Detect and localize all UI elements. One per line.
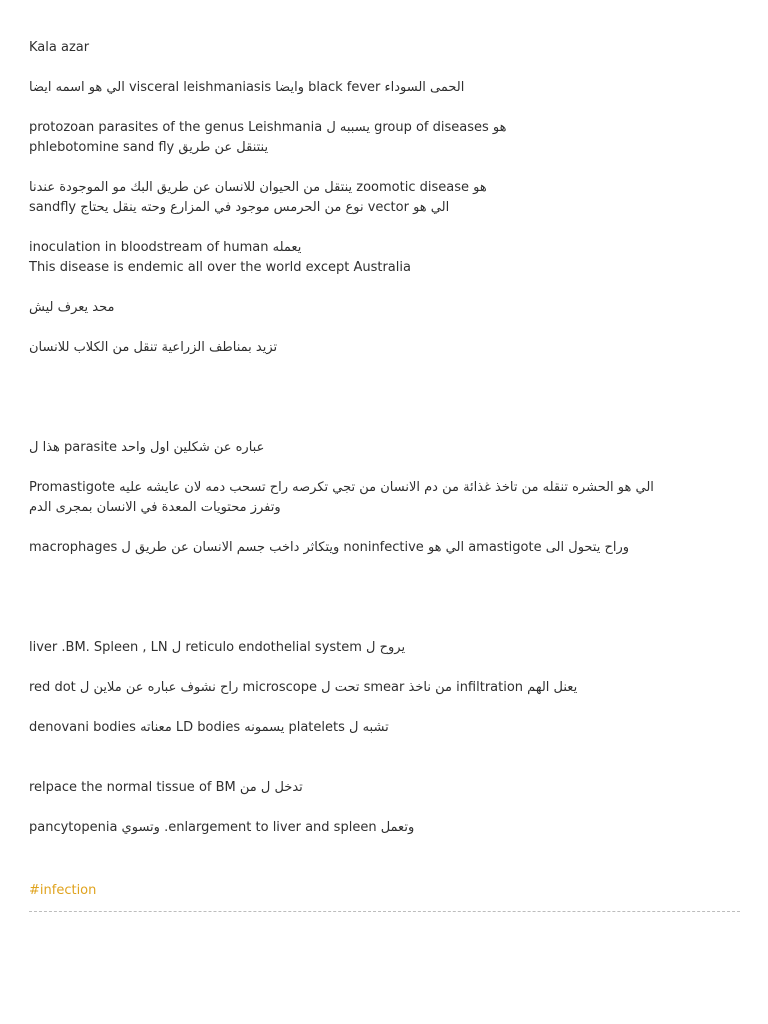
note-line: Promastigote الي هو الحشره تنقله من تاخذ غذائة من دم الانسان من تجي تكرصه راح تسحب دمه لان عايشه عليه — [29, 480, 654, 495]
note-line: This disease is endemic all over the world except Australia — [29, 260, 411, 275]
divider — [29, 911, 740, 912]
note-line: يعنل الهم infiltration من ناخذ smear تحت ل microscope راح نشوف عباره عن ملاين ل red dot — [29, 680, 578, 695]
note-line: ينتنقل عن طريق phlebotomine sand fly — [29, 140, 269, 155]
note-line: وتعمل enlargement to liver and spleen. وتسوي pancytopenia — [29, 820, 415, 835]
note-line: macrophages ويتكاثر داخب جسم الانسان عن طريق ل noninfective الي هو amastigote وراح يتحول الى — [29, 540, 630, 555]
note-line: يعمله inoculation in bloodstream of human — [29, 240, 302, 255]
note-line: الحمى السوداء black fever وايضا visceral leishmaniasis الي هو اسمه ايضا — [29, 80, 465, 95]
note-line: يروح ل reticulo endothelial system ل liver .BM. Spleen , LN — [29, 640, 406, 655]
note-line: تزيد بمناطف الزراعية تنقل من الكلاب للانسان — [29, 340, 278, 355]
note-line: هو group of diseases يسببه ل protozoan parasites of the genus Leishmania — [29, 120, 507, 135]
note-line: عباره عن شكلين اول واحد parasite هذا ل — [29, 440, 265, 455]
note-line: الي هو vector نوع من الحرمس موجود في المزارع وحته ينقل يحتاج sandfly — [29, 200, 450, 215]
note-line: محد يعرف ليش — [29, 300, 115, 315]
hashtag-link[interactable]: #infection — [29, 883, 97, 898]
note-line: تدخل ل من relpace the normal tissue of BM — [29, 780, 303, 795]
note-line: Kala azar — [29, 40, 90, 55]
note-line: وتفرز محتويات المعدة في الانسان بمجرى الدم — [29, 500, 281, 515]
note-line: هو zoomotic disease ينتقل من الحيوان للانسان عن طريق البك مو الموجودة عندنا — [29, 180, 487, 195]
note-line: تشبه ل platelets يسمونه LD bodies معناته denovani bodies — [29, 720, 389, 735]
